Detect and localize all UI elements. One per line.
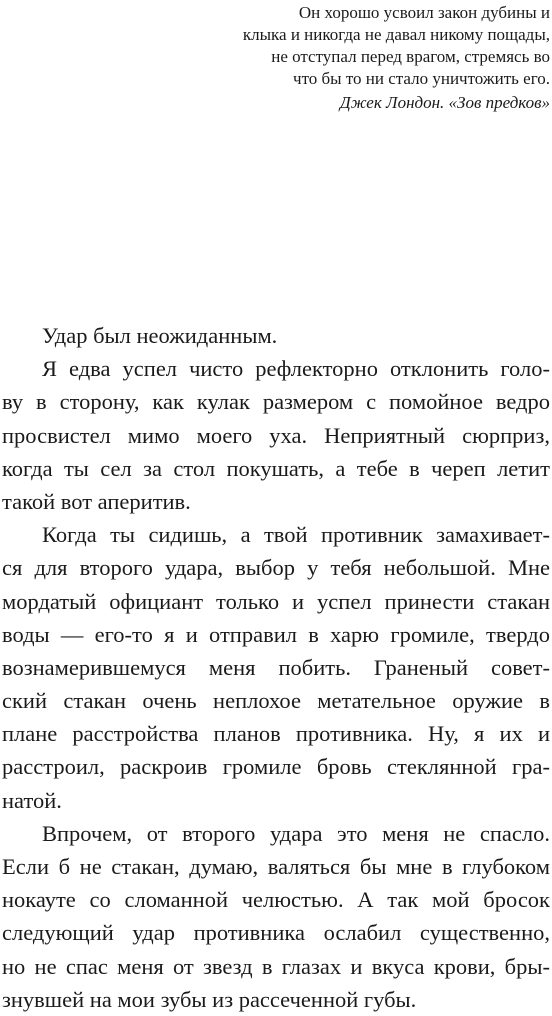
text-line: нокауте со сломанной челюстью. А так мой бросок [2,887,550,913]
epigraph-line: Он хорошо усвоил закон дубины и [298,3,550,22]
text-line: Впрочем, от второго удара это меня не спасло. [42,820,550,846]
epigraph-line: что бы то ни стало уничтожить его. [293,69,550,88]
text-line: Я едва успел чисто рефлекторно отклонить голо- [42,356,550,382]
text-line: когда ты сел за стол покушать, а тебе в череп летит [2,455,550,481]
body-text [2,319,550,1016]
text-line: плане расстройства планов противника. Ну, я их и [2,721,550,747]
text-line: ся для второго удара, выбор у тебя небольшой. Мне [2,555,550,581]
text-line: знувшей на мои зубы из рассеченной губы. [2,986,417,1012]
text-line: но не спас меня от звезд в глазах и вкуса крови, бры- [2,953,550,979]
epigraph [200,2,550,114]
epigraph-line: не отступал перед врагом, стремясь во [271,47,550,66]
text-line: натой. [2,787,62,813]
text-line: расстроил, раскроив громиле бровь стеклянной гра- [2,754,550,780]
epigraph-attribution: Джек Лондон. «Зов предков» [339,93,550,112]
text-line: Если б не стакан, думаю, валяться бы мне в глубоком [2,854,550,879]
text-line: Когда ты сидишь, а твой противник замахивает- [42,522,550,548]
text-line: мордатый официант только и успел принести стакан [2,588,550,614]
text-line: такой вот аперитив. [2,488,191,514]
text-line: ву в сторону, как кулак размером с помойное ведро [2,389,550,415]
text-line: ский стакан очень неплохое метательное оружие в [2,688,550,714]
text-line: следующий удар противника ослабил существенно, [2,920,550,946]
text-line: вознамерившемуся меня побить. Граненый совет- [2,654,550,680]
text-line: воды — его-то я и отправил в харю громиле, твердо [2,621,550,647]
text-line: просвистел мимо моего уха. Неприятный сюрприз, [2,422,550,448]
text-line: Удар был неожиданным. [42,323,278,348]
epigraph-line: клыка и никогда не давал никому пощады, [242,25,550,44]
